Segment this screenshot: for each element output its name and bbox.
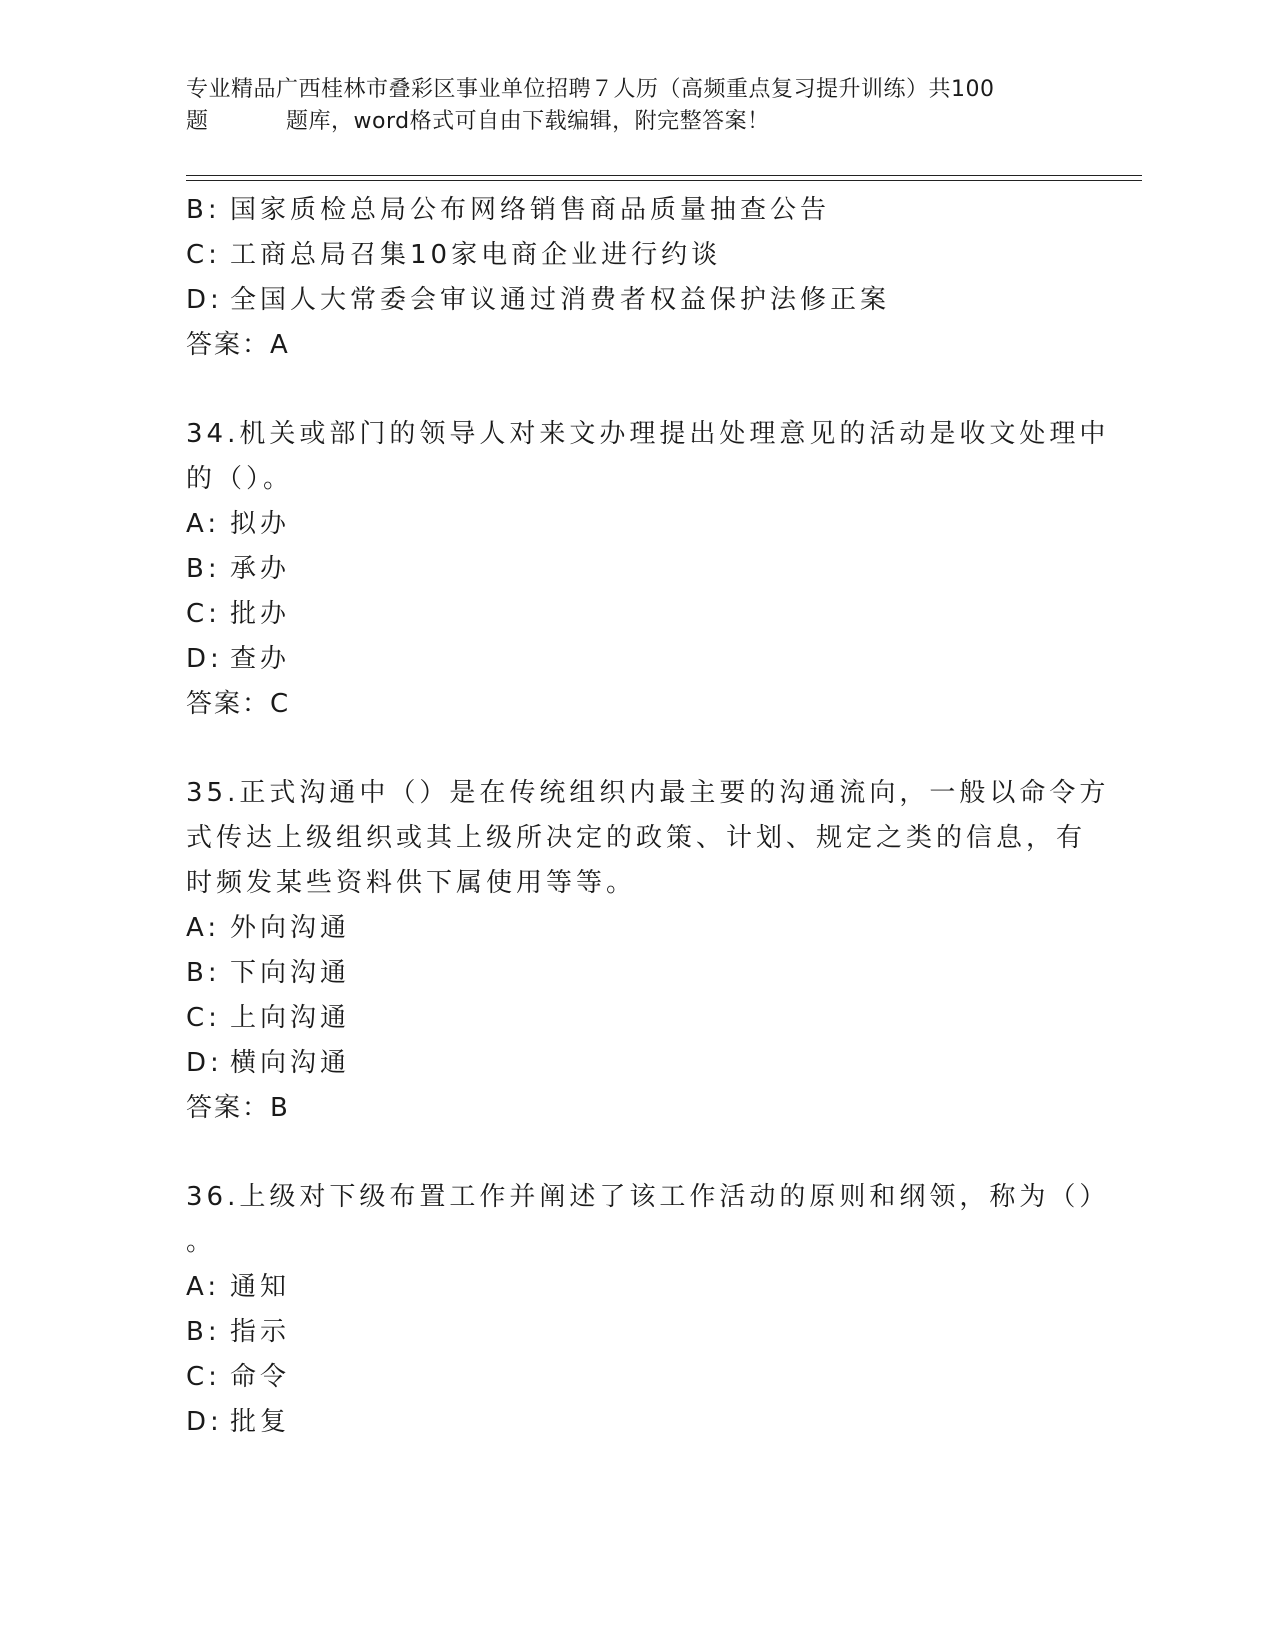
option-c xyxy=(186,592,1086,637)
option-c xyxy=(186,1355,1086,1400)
option-label: C: xyxy=(186,599,221,629)
option-text: 拟办 xyxy=(230,509,291,539)
question-stem: 时频发某些资料供下属使用等等。 xyxy=(186,868,637,898)
option-d xyxy=(186,278,1086,323)
spacer xyxy=(186,727,1086,771)
option-label: B: xyxy=(186,195,221,225)
option-text: 通知 xyxy=(230,1272,291,1302)
spacer xyxy=(186,1131,1086,1175)
option-label: C: xyxy=(186,1362,221,1392)
option-text: 上向沟通 xyxy=(230,1003,351,1033)
option-a xyxy=(186,1265,1086,1310)
question-34 xyxy=(186,412,1110,727)
option-label: A: xyxy=(186,913,221,943)
question-stem: 35.正式沟通中（）是在传统组织内最主要的沟通流向，一般以命令方 xyxy=(186,778,1110,808)
question-partial xyxy=(186,188,1086,368)
option-label: D: xyxy=(186,644,223,674)
option-label: A: xyxy=(186,509,221,539)
option-a xyxy=(186,502,1086,547)
document-body xyxy=(186,188,1110,1445)
option-label: C: xyxy=(186,240,221,270)
header-line-1: 专业精品广西桂林市叠彩区事业单位招聘７人历（高频重点复习提升训练）共100 xyxy=(186,77,995,102)
option-text: 全国人大常委会审议通过消费者权益保护法修正案 xyxy=(230,285,891,315)
option-c xyxy=(186,233,1086,278)
option-text: 指示 xyxy=(230,1317,291,1347)
option-label: B: xyxy=(186,958,221,988)
option-b xyxy=(186,951,1086,996)
option-text: 外向沟通 xyxy=(230,913,351,943)
option-b xyxy=(186,188,1086,233)
option-text: 承办 xyxy=(230,554,291,584)
header-line-2-text: 题库，word格式可自由下载编辑，附完整答案！ xyxy=(286,109,770,134)
question-stem: 36.上级对下级布置工作并阐述了该工作活动的原则和纲领，称为（） xyxy=(186,1182,1110,1212)
answer: 答案：A xyxy=(186,330,290,360)
option-text: 国家质检总局公布网络销售商品质量抽查公告 xyxy=(230,195,831,225)
header-rule-bottom xyxy=(186,180,1142,181)
option-b xyxy=(186,547,1086,592)
option-text: 批复 xyxy=(230,1407,291,1437)
option-label: D: xyxy=(186,1407,223,1437)
option-label: D: xyxy=(186,285,223,315)
question-stem: 。 xyxy=(186,1227,217,1257)
answer: 答案：B xyxy=(186,1093,290,1123)
header-line-2 xyxy=(186,106,1086,138)
document-header xyxy=(186,74,1086,138)
question-stem: 的（）。 xyxy=(186,464,294,494)
option-text: 命令 xyxy=(230,1362,291,1392)
option-a xyxy=(186,906,1086,951)
answer: 答案：C xyxy=(186,689,291,719)
option-text: 横向沟通 xyxy=(230,1048,351,1078)
spacer xyxy=(186,368,1086,412)
option-text: 下向沟通 xyxy=(230,958,351,988)
option-c xyxy=(186,996,1086,1041)
option-text: 批办 xyxy=(230,599,291,629)
option-b xyxy=(186,1310,1086,1355)
question-stem: 式传达上级组织或其上级所决定的政策、计划、规定之类的信息，有 xyxy=(186,823,1087,853)
option-label: B: xyxy=(186,554,221,584)
option-label: B: xyxy=(186,1317,221,1347)
question-35 xyxy=(186,771,1110,1131)
option-text: 查办 xyxy=(230,644,291,674)
question-stem: 34.机关或部门的领导人对来文办理提出处理意见的活动是收文处理中 xyxy=(186,419,1110,449)
option-label: C: xyxy=(186,1003,221,1033)
header-line-2-prefix: 题 xyxy=(186,109,209,134)
option-d xyxy=(186,1041,1086,1086)
header-rule-top xyxy=(186,175,1142,176)
option-label: A: xyxy=(186,1272,221,1302)
option-d xyxy=(186,1400,1086,1445)
option-d xyxy=(186,637,1086,682)
option-label: D: xyxy=(186,1048,223,1078)
question-36 xyxy=(186,1175,1110,1445)
option-text: 工商总局召集10家电商企业进行约谈 xyxy=(230,240,722,270)
